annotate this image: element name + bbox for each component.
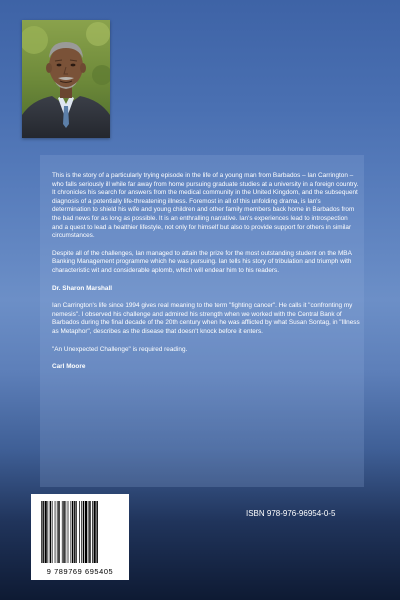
barcode-digits: 9 789769 695405 [46,567,114,576]
author-portrait-image [22,20,110,138]
author-photo [22,20,110,138]
review-signature: Carl Moore [52,363,86,371]
blurb-paragraph: Despite all of the challenges, Ian managed to attain the prize for the most outstanding student on the MBA Banking Management programme which he was pursuing. Ian tells his story of tribulation and triumph with characteristic wit and considerable aplomb, which will endear him to his readers. [52,249,352,274]
barcode [31,494,129,580]
isbn-number: ISBN 978-976-96954-0-5 [246,509,336,518]
blurb-paragraph: "An Unexpected Challenge" is required reading. [52,345,188,353]
blurb-paragraph: This is the story of a particularly trying episode in the life of a young man from Barbados – Ian Carrington – who falls seriously ill while far away from home pursuing graduate studies at a university in a foreign country. It chronicles his search for answers from the medical community in the United Kingdom, and the subsequent diagnosis of a potentially life-threatening illness. Foremost in all of this unfolding drama, is Ian's determination to shield his wife and young children and other family members back home in Barbados from the bad news for as long as possible. It is an enthralling narrative. Ian's experiences lead to introspection and a quest to lead a healthier lifestyle, not only for himself but also to provide support for others in similar circumstances. [52,172,359,240]
barcode-bars [38,501,122,563]
blurb-paragraph: Ian Carrington's life since 1994 gives real meaning to the term "fighting cancer". He calls it "confronting my nemesis". I observed his challenge and admired his strength when we worked with the Central Bank of Barbados during the final decade of the 20th century when he was afflicted by what Susan Sontag, in "Illness as Metaphor", describes as the disease that doesn't knock before it enters. [52,302,360,335]
review-signature: Dr. Sharon Marshall [52,284,113,292]
blurb-text [52,172,360,381]
